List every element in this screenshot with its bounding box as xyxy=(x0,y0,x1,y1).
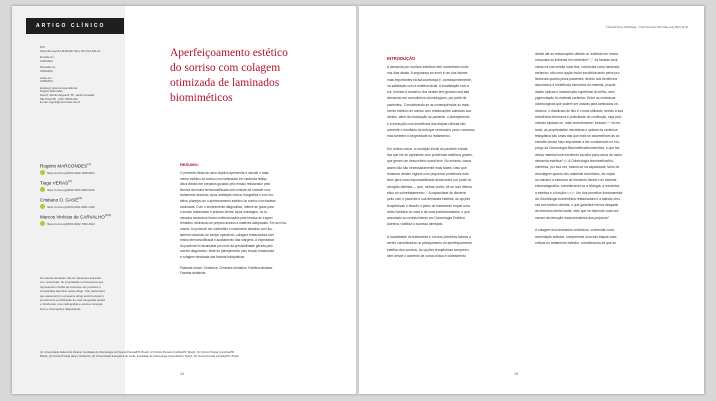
body-line: liza que ele se apresente com problemas estéticos graves, xyxy=(387,153,473,158)
body-line: odontológicas que podem ser usadas para laminados ce- xyxy=(535,102,619,107)
body-line: feldspática são umas das que mais se assemelham às do xyxy=(535,133,620,138)
body-line: composta ou indiretas em cerâmica⁵,⁶,⁷. As facetas cerâ- xyxy=(535,58,619,63)
body-line: ticos gera uma responsabilidade ainda maior por parte do xyxy=(387,178,472,183)
body-line: râmicos, o dissilicato de lítio é o mais utilizado, devido à sua xyxy=(535,108,623,113)
body-line: visão holística do caso e de suas particularidades, o que, xyxy=(387,209,471,214)
body-line: associado ao conhecimento em Odontologia Estética xyxy=(387,216,465,221)
title-line: Aperfeiçoamento estético xyxy=(170,47,288,59)
orcid-icon xyxy=(40,221,45,226)
meta-line: 12/03/2021 xyxy=(40,59,53,63)
author-list xyxy=(40,158,122,226)
body-line: menos da retenção macromecânica dos preparos⁵. xyxy=(535,215,610,220)
introduction-heading: INTRODUÇÃO xyxy=(387,56,416,61)
abstract-heading: RESUMO: xyxy=(180,162,199,167)
intro-paragraph-1 xyxy=(387,64,527,140)
body-line: pacientes¹. Considerando-se as consequências do trata- xyxy=(387,102,470,107)
text-column-2 xyxy=(535,51,675,246)
meta-line: https://doi.org/10.14436/2447-911x.18.2.014-030.oar xyxy=(40,49,101,53)
body-line: estético dos sorrisos. As opções terapêuticas compreen- xyxy=(387,247,470,252)
body-line: dades ópticas e manutenção superficial do brilho, sem xyxy=(535,89,615,94)
footnote-line: (1) Universidade Federal do Paraná, Faculdade de Odontologia do Paraná (Paraná/PR, Brasil). (2) Clínica Privada (Curitiba/PR, Brasil). (3) Clínica Privada (Londrina/PR, xyxy=(40,351,235,354)
body-line: cimentação adesiva, compreende uma das etapas mais xyxy=(535,234,617,239)
body-line: mento estético do sorriso com restaurações adesivas aos xyxy=(387,109,472,114)
body-line: tanto, as propriedades mecânicas e ópticas da cerâmica xyxy=(535,127,618,132)
body-line: micas na sua versão mais fina, conhecida como laminado xyxy=(535,64,620,69)
body-line: na satisfação com a estética facial. A insatisfação com a xyxy=(387,83,470,88)
footnote-line: Brasil). (4) Clínica Privada (Nova York/EUA). (5) Universidade Evangélica de Goiás, Faculdade de Odontologia (Anápolis/GO, Brasil). (6) Clínica Privada (Curitiba/PR, Brasil). xyxy=(40,354,240,358)
meta-line: Rua Dr. Alfredo Zapparoli, 58 - Jardim Guedala xyxy=(40,93,95,97)
body-line: Em muitos casos, a condição inicial do paciente inviabi- xyxy=(387,146,469,151)
body-line: a estética e a função¹²,¹³,¹⁴. Um dos preceitos fundamentais xyxy=(535,190,623,195)
body-line: pigmentação do material cerâmico. Entre as cerâmicas xyxy=(535,96,616,101)
author-name: Rogério MARCONDES$^{(1)}$ xyxy=(40,162,91,169)
keywords-line: Palavras-chave: Cerâmica. Cimentos dentários. Estética dentária. xyxy=(180,265,274,270)
body-line: fissionais quanto pelos pacientes, devido aos benefícios xyxy=(535,77,618,82)
column2-paragraph-2 xyxy=(535,227,675,246)
note-line: previamente a publicação de suas fotografias faciais xyxy=(40,298,105,303)
page-number-left: 14 xyxy=(180,372,184,376)
orcid-link[interactable]: https://orcid.org/0000-0003-4952-5216 xyxy=(40,187,122,192)
body-line: que geram um desconforto social leve. No entanto, casos xyxy=(387,159,472,164)
abstract-line: refratário, alinhando-se preparo acesso a matrizes adequadas. Em seu ma- xyxy=(180,221,287,226)
author-name: Marcos Vinícius de CARVALHO$^{(4,5)}$ xyxy=(40,213,112,220)
note-line: ficos e informações diagnósticas. xyxy=(40,306,82,311)
body-line: dentes, além da elucidação do paciente, o planejamento xyxy=(387,115,470,120)
meta-line: Rogério Marcondes xyxy=(40,90,63,94)
title-line: otimizada de laminados xyxy=(170,77,280,89)
orcid-link[interactable]: https://orcid.org/0000-0001-6961-1436 xyxy=(40,204,122,209)
note-line: representem conflito de interesse nos produtos e xyxy=(40,284,101,289)
body-line: mais importantes na autoconfiança e, consequentemente, xyxy=(387,77,472,82)
body-line: dem desde o aumento de coroa clínica e clareamento xyxy=(387,253,466,258)
note-line: companhias descritos nesse artigo. O(s) paciente(s) xyxy=(40,289,105,294)
body-line: junto com o paciente a sua demanda estética, as opções xyxy=(387,197,471,202)
orcid-icon xyxy=(40,187,45,192)
body-line: mimética, por sua vez, baseia-se na capacidade, tanto de xyxy=(535,165,620,170)
meta-line: São Paulo/SP - CEP: 05616-010 xyxy=(40,97,78,101)
abstract-line: técnica da resina termomodificada sob controle de unidade com xyxy=(180,187,271,192)
article-metadata xyxy=(40,46,122,105)
running-head: © Dental Press Publishing - J Clin Dent Res 2021 May-Aug;18(2):14-30 xyxy=(605,26,688,29)
body-line: e a execução com excelência das etapas clínicas são xyxy=(387,121,466,126)
conflict-of-interest-note xyxy=(40,276,116,311)
keywords xyxy=(180,266,312,277)
body-line: estomatognático, considerando-se a biologia, a mecânica, xyxy=(535,184,621,189)
body-line: A modalidade de tratamento é um dos primeiros fatores a xyxy=(387,235,471,240)
meta-line: 15/04/2021 xyxy=(40,69,53,73)
body-line: mas também a longevidade do tratamento². xyxy=(387,134,451,139)
column2-paragraph-1 xyxy=(535,51,675,221)
author-name: Tiago VERAS$^{(2)}$ xyxy=(40,179,72,186)
text-column-1 xyxy=(387,56,527,259)
body-line: Adesiva, viabiliza o sucesso almejado. xyxy=(387,222,444,227)
body-line: A demanda por sorrisos estéticos tem aumentado muito xyxy=(387,65,469,69)
note-line: vos, comerciais, de propriedade ou financeiros que xyxy=(40,280,104,285)
abstract-line: correto diagnóstico, teste do planejamento pelo ensaio restaurador xyxy=(180,249,275,254)
affiliations-footnote xyxy=(40,351,340,359)
body-line: cirurgião-dentista — que, muitas vezes, vê-se num dilema xyxy=(387,184,472,189)
body-line: terapêuticas e discutir o plano de tratamento requer uma xyxy=(387,203,470,208)
body-line: esmalte dental, fator importante a ser considerado no em- xyxy=(535,140,620,145)
body-line: cor, formato e tamanho dos dentes tem gerado uma alta xyxy=(387,90,470,95)
meta-line: Enviado em: xyxy=(40,56,55,60)
orcid-link[interactable]: https://orcid.org/0000-0002-7093-4913 xyxy=(40,221,122,226)
body-line: ético do sobretratamento³,⁴. A capacidade de discernir xyxy=(387,190,467,195)
body-line: demanda nos consultórios odontológicos, por parte de xyxy=(387,96,467,101)
body-line: método injetado ou, mais recentemente, fresado⁸,⁹. No en- xyxy=(535,121,622,126)
body-line: nos dias atuais. A segurança ao sorrir é um dos fatores xyxy=(387,71,468,76)
orcid-link[interactable]: https://orcid.org/0000-0002-1188-6524 xyxy=(40,170,122,175)
abstract-line: lamento absoluto do campo operatório, colagem restauradora com xyxy=(180,232,275,237)
body-line: dental até as restaurações diretas ou indiretas em resina xyxy=(535,52,619,56)
abstract xyxy=(180,162,312,277)
body-line: cerâmico, são uma opção muito escolhida tanto pelos pro- xyxy=(535,70,621,75)
body-line: abordagem quanto dos materiais escolhidos, de copiar xyxy=(535,171,616,176)
body-line: demanda estética¹⁰,¹¹. A Odontologia biomimética/bio- xyxy=(535,159,614,164)
abstract-line: isolamento absoluto. Após avaliação clínica, fotográfica e com mo- xyxy=(180,193,275,198)
abstract-line: ática obtidos em preparos guiados pelo ensaio restaurador pela xyxy=(180,182,271,187)
body-line: prego da Odontologia Biomimética/biomimética, e que faz xyxy=(535,146,620,151)
abstract-line: delos, planejou-se o aprimoramento estético do sorriso com facetas xyxy=(180,198,276,203)
title-line: biomiméticos xyxy=(170,92,233,104)
body-line: cas aos tecidos dentais, o que garantirá menos desgaste xyxy=(535,203,619,208)
abstract-body xyxy=(180,171,312,261)
intro-paragraph-2 xyxy=(387,146,527,228)
meta-line: 10/05/2021 xyxy=(40,80,53,84)
page-number-right: 15 xyxy=(514,372,518,376)
note-line: que aparece(m) no presente artigo autorizou(aram) xyxy=(40,293,104,298)
keywords-line: Facetas dentárias. xyxy=(180,271,207,276)
meta-line: E-mail: rogerio@marcondes.odo.br xyxy=(40,101,81,105)
body-line: somente o resultado do enfoque necessário para o sucesso, xyxy=(387,127,476,132)
body-line: ao máximo a estrutura do elemento dental e do sistema xyxy=(535,177,617,182)
note-line: Os autores declaram não ter interesses associati- xyxy=(40,276,102,280)
meta-line: Aceito em: xyxy=(40,76,53,80)
body-line: da Odontologia biomimética restauradora é a adesão clíni- xyxy=(535,196,621,201)
body-line: assim não são necessariamente mais fáceis, visto que xyxy=(387,165,467,170)
meta-line: DOI: xyxy=(40,46,46,49)
intro-paragraph-3 xyxy=(387,234,527,259)
note-line: e intrabucais, e/ou radiografias e exames tomográ- xyxy=(40,302,104,307)
body-line: resistência intrínseca e praticidade de confecção, seja pelo xyxy=(535,114,622,119)
left-page xyxy=(12,6,357,394)
body-line: restaurar dentes hígidos com pequenos problemas esté- xyxy=(387,172,470,177)
body-line: associados à resistência intrínseca do material, proprie- xyxy=(535,83,617,88)
abstract-line: do paciente foi alcançada por meio da previsibilidade gerada pelo xyxy=(180,243,273,248)
abstract-line: nuseio, foi possível ser submetido o isolamento absoluto com iso- xyxy=(180,226,273,231)
abstract-line: e colagem otimizada das facetas feldspáticas. xyxy=(180,254,246,259)
body-line: serem considerados no planejamento do aperfeiçoamento xyxy=(387,241,473,246)
abstract-line: o ensaio restaurador e preparo dental. Após moldagem, os la- xyxy=(180,210,268,215)
body-line: dessa material uma excelente escolha para casos de maior xyxy=(535,152,622,157)
body-line: da estrutura dental sadia, visto que se depende cada vez xyxy=(535,209,619,214)
abstract-line: resina termomodificada e acabamento das margens. A expectativa xyxy=(180,238,275,243)
abstract-line: mento estético do sorriso com laminados em cerâmica feldsp- xyxy=(180,176,268,181)
abstract-line: minados cerâmicos foram confeccionados pela técnica de troquel xyxy=(180,215,273,220)
author-name: Cristiano O. GASÉ$^{(3)}$ xyxy=(40,196,82,203)
article-title xyxy=(170,46,330,106)
body-line: A colagem dos laminados cerâmicos, conhecida como xyxy=(535,228,615,233)
section-label: ARTIGO CLÍNICO xyxy=(26,18,124,34)
right-page xyxy=(359,6,704,394)
abstract-line: O presente relato de caso objetiva apresentar e discutir o trata- xyxy=(180,171,270,175)
orcid-icon xyxy=(40,204,45,209)
sidebar xyxy=(12,6,125,394)
title-line: do sorriso com colagem xyxy=(170,62,281,74)
body-line: críticas do tratamento estético, considerando-se que as xyxy=(535,240,617,245)
orcid-icon xyxy=(40,170,45,175)
meta-line: Endereço para correspondência: xyxy=(40,86,78,90)
abstract-line: cerâmicas. Com o enceramento diagnóstico, obteve-se guias para xyxy=(180,204,274,209)
meta-line: Revisado em: xyxy=(40,66,56,70)
